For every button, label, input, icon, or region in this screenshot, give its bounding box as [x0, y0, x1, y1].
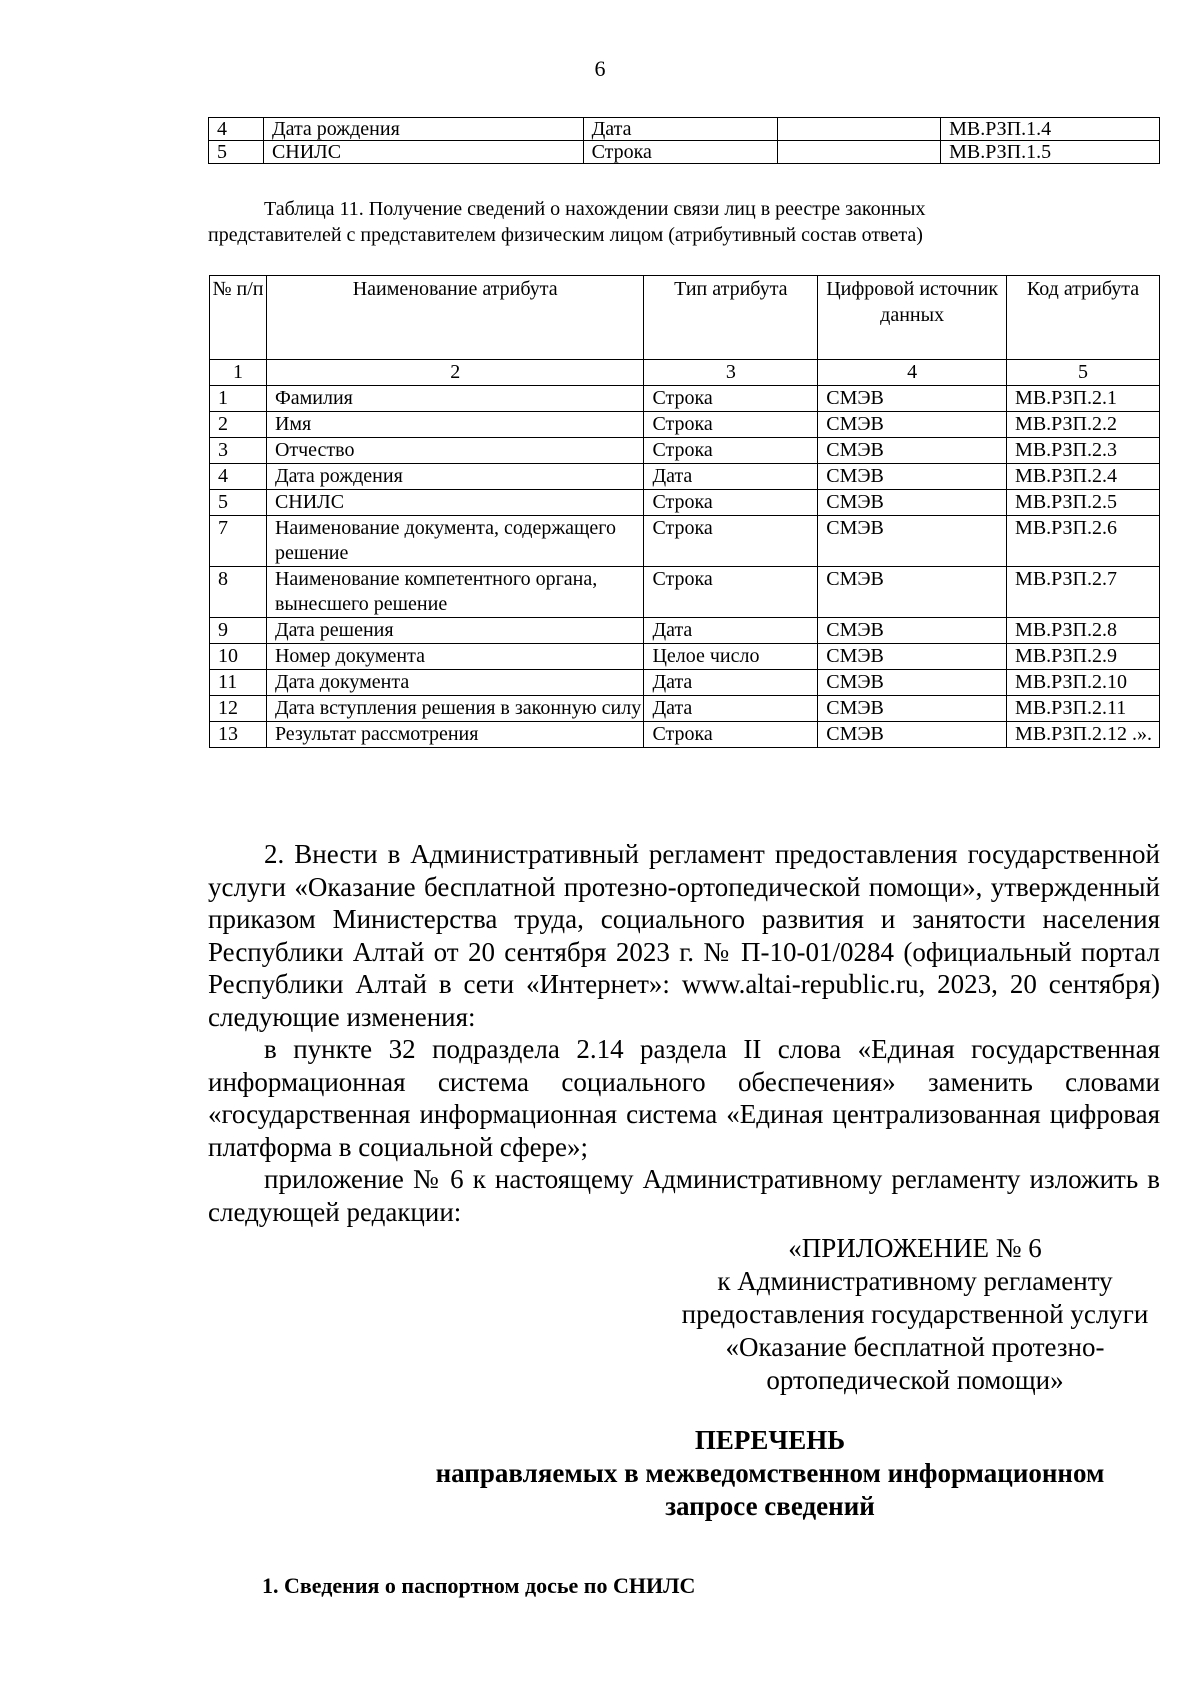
table-cell: 13 — [210, 722, 267, 748]
table-cell: Результат рассмотрения — [266, 722, 644, 748]
column-number-row — [210, 360, 1160, 386]
table-11-caption — [208, 196, 1160, 248]
table-cell: Строка — [644, 412, 818, 438]
table-cell: МВ.РЗП.1.4 — [941, 118, 1160, 141]
appendix-line: предоставления государственной услуги — [681, 1299, 1149, 1329]
table-cell: СМЭВ — [818, 490, 1007, 516]
appendix-title: «ПРИЛОЖЕНИЕ № 6 — [788, 1233, 1042, 1263]
table-cell: Строка — [644, 567, 818, 618]
appendix-line: «Оказание бесплатной протезно- — [725, 1332, 1105, 1362]
table-cell: МВ.РЗП.2.12 .». — [1007, 722, 1160, 748]
page-number: 6 — [594, 56, 606, 81]
document-title — [350, 1424, 1190, 1523]
table-cell: Строка — [644, 490, 818, 516]
table-row — [210, 722, 1160, 748]
table-header-row — [210, 276, 1160, 360]
table-cell: Наименование документа, содержащего решение — [266, 516, 644, 567]
table-cell: Дата решения — [266, 618, 644, 644]
header-number: № п/п — [210, 276, 267, 360]
header-attribute-type: Тип атрибута — [644, 276, 818, 360]
table-cell: МВ.РЗП.2.11 — [1007, 696, 1160, 722]
table-cell — [778, 141, 941, 164]
table-cell: СМЭВ — [818, 567, 1007, 618]
table-row — [210, 696, 1160, 722]
table-cell: 11 — [210, 670, 267, 696]
table-cell: Строка — [644, 386, 818, 412]
table-cell: 10 — [210, 644, 267, 670]
table-cell: СМЭВ — [818, 618, 1007, 644]
table-cell: МВ.РЗП.2.4 — [1007, 464, 1160, 490]
table-row — [210, 644, 1160, 670]
table-cell: СНИЛС — [263, 141, 583, 164]
table-cell: МВ.РЗП.2.9 — [1007, 644, 1160, 670]
continued-table — [208, 117, 1160, 164]
table-row — [209, 141, 1160, 164]
table-cell: СМЭВ — [818, 644, 1007, 670]
table-cell: СМЭВ — [818, 464, 1007, 490]
table-cell: 2 — [210, 412, 267, 438]
table-cell: Дата — [644, 696, 818, 722]
table-row — [210, 412, 1160, 438]
table-cell: МВ.РЗП.2.7 — [1007, 567, 1160, 618]
table-cell: Строка — [644, 438, 818, 464]
table-cell: СМЭВ — [818, 670, 1007, 696]
table-cell: 8 — [210, 567, 267, 618]
column-number: 2 — [266, 360, 644, 386]
paragraph-appendix-6: приложение № 6 к настоящему Административному регламенту изложить в следующей редакции: — [208, 1164, 1160, 1227]
table-row — [210, 516, 1160, 567]
table-cell: МВ.РЗП.2.6 — [1007, 516, 1160, 567]
table-row — [210, 386, 1160, 412]
title-line: направляемых в межведомственном информационном — [435, 1458, 1105, 1488]
table-cell: Дата — [644, 464, 818, 490]
table-cell: СМЭВ — [818, 386, 1007, 412]
table-row — [210, 490, 1160, 516]
table-cell: Фамилия — [266, 386, 644, 412]
table-cell: СМЭВ — [818, 696, 1007, 722]
title-line: запросе сведений — [665, 1491, 875, 1521]
paragraph-item-32: в пункте 32 подраздела 2.14 раздела II слова «Единая государственная информационная система социального обеспечения» заменить словами «государственная информационная система «Единая централизованная цифровая платформа в социальной сфере»; — [208, 1034, 1160, 1162]
table-cell: Дата вступления решения в законную силу — [266, 696, 644, 722]
table-cell: Дата — [583, 118, 778, 141]
table-cell: Дата документа — [266, 670, 644, 696]
table-cell — [778, 118, 941, 141]
table-cell: Дата рождения — [266, 464, 644, 490]
appendix-header — [650, 1232, 1180, 1397]
table-cell: 7 — [210, 516, 267, 567]
table-cell: МВ.РЗП.2.5 — [1007, 490, 1160, 516]
column-number: 4 — [818, 360, 1007, 386]
table-cell: СМЭВ — [818, 722, 1007, 748]
title-line: ПЕРЕЧЕНЬ — [694, 1425, 846, 1455]
table-cell: МВ.РЗП.2.10 — [1007, 670, 1160, 696]
table-cell: Номер документа — [266, 644, 644, 670]
table-cell: СНИЛС — [266, 490, 644, 516]
table-cell: 1 — [210, 386, 267, 412]
table-11 — [209, 275, 1160, 748]
table-cell: Отчество — [266, 438, 644, 464]
section-heading-1: 1. Сведения о паспортном досье по СНИЛС — [262, 1573, 696, 1598]
column-number: 1 — [210, 360, 267, 386]
table-cell: Целое число — [644, 644, 818, 670]
table-cell: СМЭВ — [818, 438, 1007, 464]
table-cell: МВ.РЗП.2.2 — [1007, 412, 1160, 438]
paragraph-2: 2. Внести в Административный регламент предоставления государственной услуги «Оказание бесплатной протезно-ортопедической помощи», утвержденный приказом Министерства труда, социального развития и занятости населения Республики Алтай от 20 сентября 2023 г. № П-10-01/0284 (официальный портал Республики Алтай в сети «Интернет»: www.altai-republic.ru, 2023, 20 сентября) следующие изменения: — [208, 839, 1160, 1032]
header-attribute-name: Наименование атрибута — [266, 276, 644, 360]
table-cell: 4 — [210, 464, 267, 490]
table-cell: 4 — [209, 118, 264, 141]
table-row — [210, 618, 1160, 644]
table-cell: МВ.РЗП.2.8 — [1007, 618, 1160, 644]
table-row — [210, 670, 1160, 696]
column-number: 3 — [644, 360, 818, 386]
table-row — [209, 118, 1160, 141]
table-row — [210, 567, 1160, 618]
table-cell: 12 — [210, 696, 267, 722]
table-cell: Дата — [644, 618, 818, 644]
column-number: 5 — [1007, 360, 1160, 386]
table-cell: МВ.РЗП.2.1 — [1007, 386, 1160, 412]
table-cell: МВ.РЗП.1.5 — [941, 141, 1160, 164]
table-cell: Строка — [644, 722, 818, 748]
table-cell: Имя — [266, 412, 644, 438]
table-cell: Строка — [583, 141, 778, 164]
table-cell: СМЭВ — [818, 412, 1007, 438]
table-cell: 5 — [209, 141, 264, 164]
table-row — [210, 438, 1160, 464]
table-cell: 5 — [210, 490, 267, 516]
appendix-line: к Административному регламенту — [717, 1266, 1113, 1296]
table-row — [210, 464, 1160, 490]
table-cell: Дата — [644, 670, 818, 696]
caption-line-1: Таблица 11. Получение сведений о нахождении связи лиц в реестре законных — [264, 198, 926, 220]
appendix-line: ортопедической помощи» — [766, 1365, 1064, 1395]
table-cell: 3 — [210, 438, 267, 464]
table-cell: Дата рождения — [263, 118, 583, 141]
header-attribute-code: Код атрибута — [1007, 276, 1160, 360]
table-cell: СМЭВ — [818, 516, 1007, 567]
table-cell: Наименование компетентного органа, вынесшего решение — [266, 567, 644, 618]
caption-line-2: представителей с представителем физическим лицом (атрибутивный состав ответа) — [208, 224, 923, 246]
table-cell: Строка — [644, 516, 818, 567]
header-data-source: Цифровой источник данных — [818, 276, 1007, 360]
table-cell: МВ.РЗП.2.3 — [1007, 438, 1160, 464]
table-cell: 9 — [210, 618, 267, 644]
body-text — [208, 838, 1160, 1228]
